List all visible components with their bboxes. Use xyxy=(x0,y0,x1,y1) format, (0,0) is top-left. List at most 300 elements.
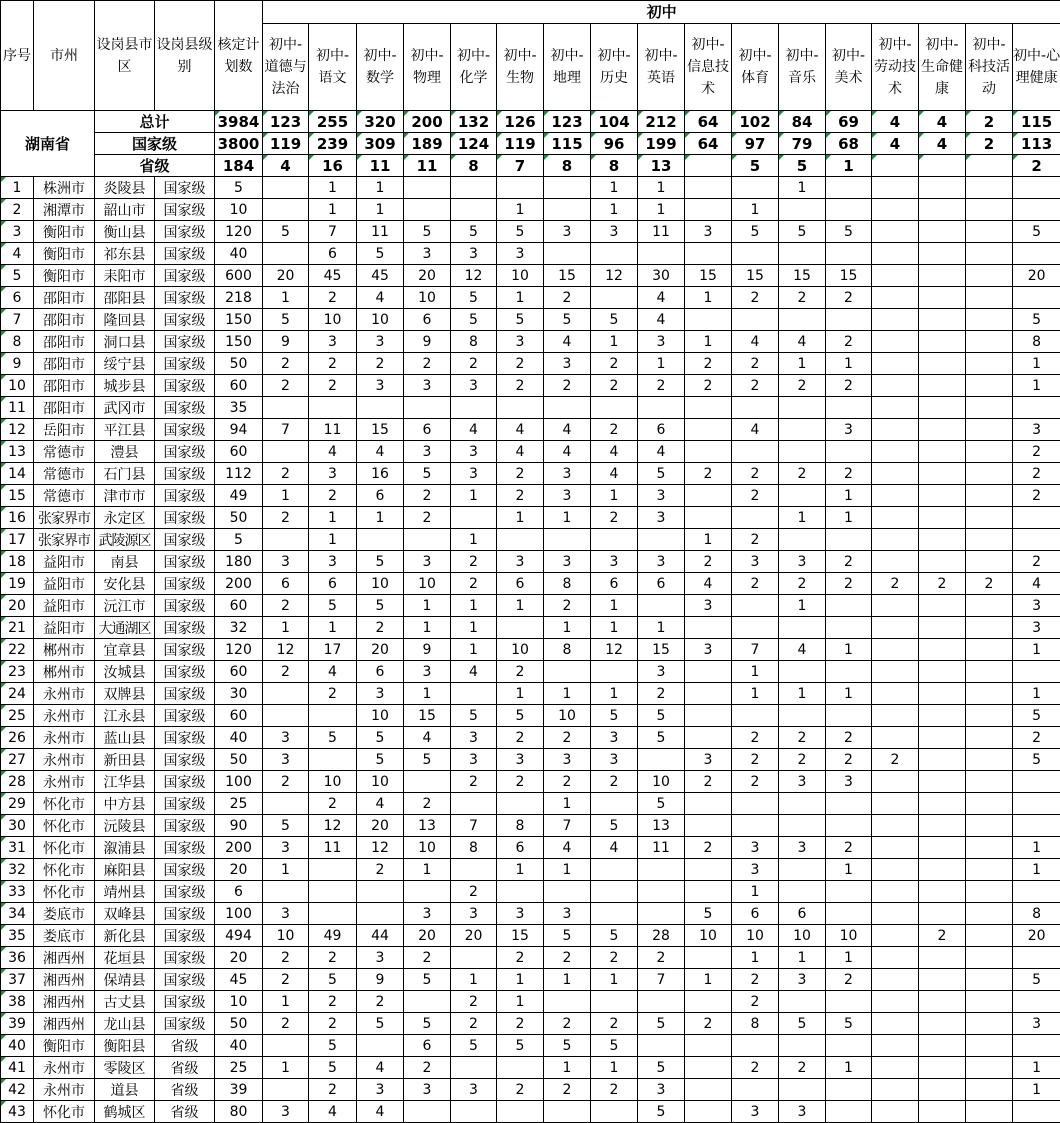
row-value xyxy=(872,1035,919,1057)
row-value xyxy=(826,793,872,815)
row-value: 2 xyxy=(872,749,919,771)
row-value xyxy=(685,705,732,727)
row-value: 5 xyxy=(591,815,638,837)
row-value: 5 xyxy=(357,1013,404,1035)
row-city: 湘潭市 xyxy=(34,199,95,221)
row-value xyxy=(1013,287,1060,309)
row-value xyxy=(309,881,357,903)
row-value: 1 xyxy=(826,1057,872,1079)
row-value: 4 xyxy=(638,309,685,331)
row-value xyxy=(826,1079,872,1101)
row-value: 5 xyxy=(732,221,779,243)
row-value: 2 xyxy=(638,947,685,969)
summary-value: 13 xyxy=(638,155,685,177)
row-value: 5 xyxy=(779,221,826,243)
header-subject: 初中-地理 xyxy=(544,24,591,111)
row-value: 3 xyxy=(544,463,591,485)
table-row xyxy=(1,529,1060,551)
row-value xyxy=(591,243,638,265)
row-value xyxy=(826,177,872,199)
row-value: 5 xyxy=(451,1035,497,1057)
row-value: 2 xyxy=(309,683,357,705)
row-value: 1 xyxy=(732,683,779,705)
row-value: 3 xyxy=(263,727,309,749)
row-value: 10 xyxy=(497,639,544,661)
row-value xyxy=(451,397,497,419)
row-value: 4 xyxy=(309,1101,357,1123)
row-value: 15 xyxy=(404,705,451,727)
row-value xyxy=(591,903,638,925)
row-value: 2 xyxy=(826,837,872,859)
row-level: 国家级 xyxy=(155,661,215,683)
row-seq: 7 xyxy=(1,309,34,331)
header-subject: 初中-英语 xyxy=(638,24,685,111)
row-value xyxy=(1013,243,1060,265)
row-county: 花垣县 xyxy=(95,947,155,969)
row-value xyxy=(966,683,1013,705)
header-subject: 初中-道德与法治 xyxy=(263,24,309,111)
row-plan: 40 xyxy=(215,727,263,749)
row-value: 1 xyxy=(779,595,826,617)
row-plan: 60 xyxy=(215,595,263,617)
row-value: 2 xyxy=(591,419,638,441)
row-value xyxy=(872,309,919,331)
row-value xyxy=(732,243,779,265)
row-plan: 494 xyxy=(215,925,263,947)
row-level: 国家级 xyxy=(155,617,215,639)
row-value xyxy=(451,683,497,705)
row-value xyxy=(685,441,732,463)
summary-value xyxy=(966,155,1013,177)
row-value xyxy=(779,617,826,639)
row-plan: 600 xyxy=(215,265,263,287)
row-value: 1 xyxy=(591,969,638,991)
header-subject: 初中-心理健康 xyxy=(1013,24,1060,111)
row-value xyxy=(685,947,732,969)
row-value: 2 xyxy=(779,375,826,397)
row-seq: 39 xyxy=(1,1013,34,1035)
row-level: 省级 xyxy=(155,1035,215,1057)
row-value xyxy=(263,243,309,265)
row-value: 2 xyxy=(685,1013,732,1035)
row-city: 邵阳市 xyxy=(34,397,95,419)
row-value xyxy=(263,683,309,705)
row-value xyxy=(966,397,1013,419)
row-value xyxy=(966,903,1013,925)
row-plan: 5 xyxy=(215,529,263,551)
row-value: 10 xyxy=(638,771,685,793)
row-value: 2 xyxy=(451,353,497,375)
row-value xyxy=(919,749,966,771)
row-value: 5 xyxy=(357,749,404,771)
row-value xyxy=(404,529,451,551)
row-value xyxy=(919,617,966,639)
row-value: 5 xyxy=(638,463,685,485)
table-row xyxy=(1,1101,1060,1123)
row-value: 1 xyxy=(404,683,451,705)
row-value xyxy=(966,463,1013,485)
table-row xyxy=(1,221,1060,243)
row-city: 永州市 xyxy=(34,1057,95,1079)
row-value: 3 xyxy=(544,221,591,243)
row-value xyxy=(872,617,919,639)
row-value xyxy=(779,881,826,903)
row-value xyxy=(404,199,451,221)
row-value xyxy=(919,683,966,705)
row-plan: 120 xyxy=(215,221,263,243)
row-value: 11 xyxy=(638,221,685,243)
row-value xyxy=(826,617,872,639)
row-value: 5 xyxy=(497,1035,544,1057)
row-county: 洞口县 xyxy=(95,331,155,353)
row-city: 永州市 xyxy=(34,1079,95,1101)
summary-value: 123 xyxy=(544,111,591,133)
row-plan: 90 xyxy=(215,815,263,837)
row-value: 4 xyxy=(1013,573,1060,595)
row-city: 益阳市 xyxy=(34,551,95,573)
row-level: 省级 xyxy=(155,1057,215,1079)
row-value xyxy=(919,419,966,441)
row-value xyxy=(779,441,826,463)
row-value xyxy=(685,617,732,639)
row-value: 2 xyxy=(1013,551,1060,573)
row-value xyxy=(1013,397,1060,419)
row-level: 国家级 xyxy=(155,243,215,265)
row-seq: 36 xyxy=(1,947,34,969)
row-value xyxy=(263,1079,309,1101)
row-county: 石门县 xyxy=(95,463,155,485)
table-row xyxy=(1,419,1060,441)
row-value: 3 xyxy=(263,1101,309,1123)
row-value: 1 xyxy=(826,683,872,705)
row-value xyxy=(966,265,1013,287)
row-value xyxy=(309,749,357,771)
summary-plan: 3800 xyxy=(215,133,263,155)
row-value: 15 xyxy=(638,639,685,661)
row-value xyxy=(966,639,1013,661)
table-row xyxy=(1,969,1060,991)
row-seq: 21 xyxy=(1,617,34,639)
row-level: 国家级 xyxy=(155,177,215,199)
row-value: 1 xyxy=(732,661,779,683)
summary-value: 5 xyxy=(732,155,779,177)
row-value xyxy=(591,991,638,1013)
row-value xyxy=(872,837,919,859)
summary-row xyxy=(1,133,1060,155)
row-seq: 16 xyxy=(1,507,34,529)
row-value: 2 xyxy=(685,551,732,573)
row-value: 2 xyxy=(685,375,732,397)
row-value: 5 xyxy=(591,1035,638,1057)
row-value: 1 xyxy=(357,507,404,529)
row-level: 国家级 xyxy=(155,287,215,309)
row-county: 炎陵县 xyxy=(95,177,155,199)
row-value: 3 xyxy=(451,463,497,485)
row-value: 3 xyxy=(638,485,685,507)
row-value xyxy=(451,1101,497,1123)
row-value xyxy=(544,1101,591,1123)
row-value: 10 xyxy=(404,573,451,595)
table-row xyxy=(1,727,1060,749)
row-value: 4 xyxy=(779,639,826,661)
row-value: 1 xyxy=(451,529,497,551)
row-level: 省级 xyxy=(155,1079,215,1101)
row-seq: 31 xyxy=(1,837,34,859)
row-value: 10 xyxy=(404,287,451,309)
row-city: 永州市 xyxy=(34,771,95,793)
row-value: 1 xyxy=(591,617,638,639)
row-plan: 50 xyxy=(215,507,263,529)
row-value: 3 xyxy=(826,771,872,793)
row-value: 5 xyxy=(357,727,404,749)
row-value: 3 xyxy=(638,507,685,529)
row-value: 1 xyxy=(404,859,451,881)
row-value xyxy=(451,177,497,199)
row-value xyxy=(685,1079,732,1101)
row-level: 国家级 xyxy=(155,507,215,529)
row-value: 3 xyxy=(591,221,638,243)
row-value: 2 xyxy=(638,375,685,397)
row-seq: 14 xyxy=(1,463,34,485)
row-value xyxy=(638,859,685,881)
row-value: 5 xyxy=(357,595,404,617)
header-subject: 初中-音乐 xyxy=(779,24,826,111)
row-value xyxy=(826,441,872,463)
row-value: 2 xyxy=(591,1013,638,1035)
row-value xyxy=(779,1079,826,1101)
row-value xyxy=(919,177,966,199)
row-value xyxy=(966,551,1013,573)
row-seq: 40 xyxy=(1,1035,34,1057)
row-value xyxy=(872,485,919,507)
row-level: 国家级 xyxy=(155,331,215,353)
table-row xyxy=(1,683,1060,705)
table-row xyxy=(1,353,1060,375)
row-value xyxy=(872,529,919,551)
row-value xyxy=(779,661,826,683)
row-value: 2 xyxy=(591,947,638,969)
summary-value xyxy=(685,155,732,177)
row-value xyxy=(263,881,309,903)
row-value: 5 xyxy=(404,969,451,991)
row-value xyxy=(685,727,732,749)
row-value: 2 xyxy=(826,749,872,771)
summary-value: 104 xyxy=(591,111,638,133)
row-level: 国家级 xyxy=(155,1013,215,1035)
row-value: 7 xyxy=(451,815,497,837)
row-value xyxy=(1013,947,1060,969)
row-city: 岳阳市 xyxy=(34,419,95,441)
row-value: 1 xyxy=(497,859,544,881)
row-value: 1 xyxy=(497,969,544,991)
row-level: 国家级 xyxy=(155,859,215,881)
row-city: 湘西州 xyxy=(34,991,95,1013)
row-value xyxy=(1013,991,1060,1013)
row-value: 16 xyxy=(357,463,404,485)
row-value: 2 xyxy=(685,353,732,375)
summary-plan: 184 xyxy=(215,155,263,177)
row-value: 2 xyxy=(404,485,451,507)
row-value xyxy=(357,1035,404,1057)
table-row xyxy=(1,815,1060,837)
row-value: 20 xyxy=(1013,265,1060,287)
row-value: 1 xyxy=(309,177,357,199)
row-value: 2 xyxy=(732,573,779,595)
table-row xyxy=(1,903,1060,925)
row-value xyxy=(1013,771,1060,793)
row-value: 11 xyxy=(638,837,685,859)
row-value: 3 xyxy=(497,551,544,573)
row-value: 1 xyxy=(263,859,309,881)
row-value: 3 xyxy=(404,243,451,265)
table-row xyxy=(1,375,1060,397)
row-city: 邵阳市 xyxy=(34,375,95,397)
summary-value: 8 xyxy=(451,155,497,177)
row-value xyxy=(357,397,404,419)
row-value xyxy=(966,1035,1013,1057)
row-value: 2 xyxy=(779,287,826,309)
row-value xyxy=(966,309,1013,331)
row-value xyxy=(966,287,1013,309)
row-value: 15 xyxy=(826,265,872,287)
row-level: 国家级 xyxy=(155,969,215,991)
row-value xyxy=(1013,815,1060,837)
row-value xyxy=(919,441,966,463)
row-county: 绥宁县 xyxy=(95,353,155,375)
row-value: 2 xyxy=(451,771,497,793)
row-seq: 37 xyxy=(1,969,34,991)
row-plan: 60 xyxy=(215,705,263,727)
row-value: 2 xyxy=(309,793,357,815)
row-value xyxy=(872,903,919,925)
header-county: 设岗县市区 xyxy=(95,1,155,111)
row-value: 15 xyxy=(732,265,779,287)
row-value xyxy=(779,1035,826,1057)
row-value xyxy=(732,397,779,419)
row-value: 6 xyxy=(732,903,779,925)
row-value xyxy=(919,551,966,573)
row-value: 7 xyxy=(309,221,357,243)
row-value: 3 xyxy=(544,903,591,925)
summary-value: 200 xyxy=(404,111,451,133)
summary-value: 2 xyxy=(966,133,1013,155)
row-value xyxy=(497,617,544,639)
row-plan: 6 xyxy=(215,881,263,903)
summary-value: 97 xyxy=(732,133,779,155)
row-value: 6 xyxy=(404,1035,451,1057)
summary-value xyxy=(872,155,919,177)
row-value xyxy=(919,331,966,353)
table-row xyxy=(1,397,1060,419)
row-level: 国家级 xyxy=(155,815,215,837)
row-value xyxy=(872,331,919,353)
row-value: 20 xyxy=(1013,925,1060,947)
row-value: 3 xyxy=(497,331,544,353)
row-value: 11 xyxy=(309,837,357,859)
row-value xyxy=(591,661,638,683)
row-value: 1 xyxy=(544,969,591,991)
row-seq: 42 xyxy=(1,1079,34,1101)
row-value xyxy=(497,177,544,199)
row-value xyxy=(966,375,1013,397)
row-value: 2 xyxy=(732,287,779,309)
row-value: 3 xyxy=(451,727,497,749)
row-seq: 8 xyxy=(1,331,34,353)
row-level: 国家级 xyxy=(155,749,215,771)
row-value xyxy=(966,793,1013,815)
row-value xyxy=(966,617,1013,639)
row-value: 1 xyxy=(263,617,309,639)
row-city: 永州市 xyxy=(34,705,95,727)
row-value: 6 xyxy=(309,573,357,595)
row-value: 1 xyxy=(685,969,732,991)
row-seq: 30 xyxy=(1,815,34,837)
row-county: 隆回县 xyxy=(95,309,155,331)
row-value: 1 xyxy=(309,199,357,221)
row-value: 2 xyxy=(357,991,404,1013)
row-county: 中方县 xyxy=(95,793,155,815)
row-value: 2 xyxy=(451,551,497,573)
row-city: 怀化市 xyxy=(34,793,95,815)
row-city: 张家界市 xyxy=(34,507,95,529)
row-value xyxy=(451,199,497,221)
row-value xyxy=(779,309,826,331)
row-value xyxy=(591,793,638,815)
row-value: 2 xyxy=(872,573,919,595)
row-county: 耒阳市 xyxy=(95,265,155,287)
row-county: 鹤城区 xyxy=(95,1101,155,1123)
row-value: 20 xyxy=(404,925,451,947)
row-value xyxy=(826,661,872,683)
row-value: 1 xyxy=(779,683,826,705)
row-value xyxy=(732,595,779,617)
row-value: 8 xyxy=(1013,331,1060,353)
row-value: 10 xyxy=(404,837,451,859)
row-value: 10 xyxy=(357,573,404,595)
row-value: 2 xyxy=(732,463,779,485)
row-value xyxy=(544,991,591,1013)
row-value xyxy=(404,397,451,419)
row-value xyxy=(872,551,919,573)
row-value: 2 xyxy=(732,991,779,1013)
row-value: 6 xyxy=(309,243,357,265)
row-value: 1 xyxy=(1013,1057,1060,1079)
row-value xyxy=(732,441,779,463)
row-value: 5 xyxy=(263,309,309,331)
row-value: 10 xyxy=(309,771,357,793)
table-row xyxy=(1,507,1060,529)
row-value xyxy=(1013,199,1060,221)
table-row xyxy=(1,925,1060,947)
row-plan: 10 xyxy=(215,991,263,1013)
row-value xyxy=(919,705,966,727)
row-value: 2 xyxy=(1013,463,1060,485)
summary-plan: 3984 xyxy=(215,111,263,133)
row-value: 4 xyxy=(309,661,357,683)
row-seq: 25 xyxy=(1,705,34,727)
row-city: 常德市 xyxy=(34,463,95,485)
table-row xyxy=(1,1057,1060,1079)
row-level: 国家级 xyxy=(155,881,215,903)
row-value xyxy=(309,705,357,727)
row-plan: 112 xyxy=(215,463,263,485)
summary-value: 113 xyxy=(1013,133,1060,155)
row-value: 4 xyxy=(544,419,591,441)
row-value: 1 xyxy=(685,287,732,309)
row-county: 保靖县 xyxy=(95,969,155,991)
row-city: 永州市 xyxy=(34,749,95,771)
row-value: 2 xyxy=(826,287,872,309)
